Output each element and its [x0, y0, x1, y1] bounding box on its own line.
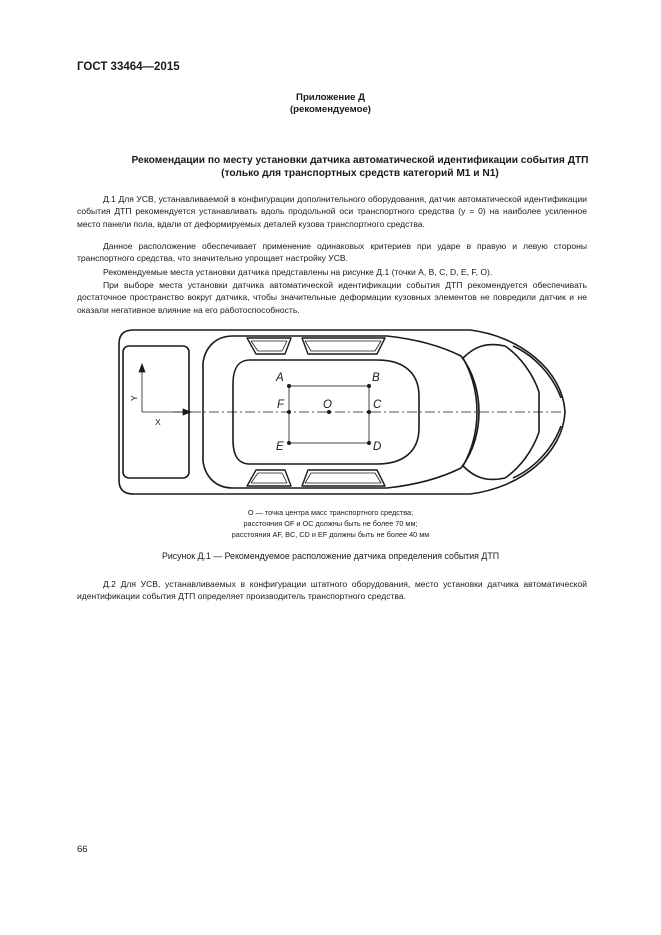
paragraph-2-text: Данное расположение обеспечивает применение одинаковых критериев при ударе в правую и левую стороны транспортного средства, что значительно упрощает настройку УСВ. — [77, 241, 587, 264]
car-top-view-diagram — [115, 326, 567, 502]
y-axis-label: Y — [129, 395, 139, 401]
point-a-marker — [287, 384, 291, 388]
hood-line-bottom — [513, 426, 561, 478]
window-top-front — [302, 338, 385, 354]
figure-caption: Рисунок Д.1 — Рекомендуемое расположение датчика определения события ДТП — [161, 551, 500, 561]
point-d-marker — [367, 441, 371, 445]
document-code: ГОСТ 33464—2015 — [77, 61, 180, 73]
x-axis-arrow — [183, 409, 191, 415]
window-top-front-inner — [305, 341, 381, 351]
window-bottom-front — [302, 470, 385, 486]
point-e-label: E — [276, 441, 284, 453]
paragraph-3-text: Рекомендуемые места установки датчика представлены на рисунке Д.1 (точки A, B, C, D, E, F, O). — [103, 267, 493, 277]
point-b-label: B — [372, 372, 380, 384]
point-d-label: D — [373, 441, 382, 453]
paragraph-3 — [77, 266, 587, 278]
point-b-marker — [367, 384, 371, 388]
section-title-line2: (только для транспортных средств категорий M1 и N1) — [221, 168, 499, 179]
window-top-rear-inner — [251, 341, 287, 351]
y-axis-arrow — [139, 364, 145, 372]
paragraph-2 — [77, 240, 587, 265]
point-f-marker — [287, 410, 291, 414]
paragraph-d1-text: Д.1 Для УСВ, устанавливаемой в конфигурации дополнительного оборудования, датчик автоматической идентификации события ДТП рекомендуется устанавливать вдоль продольной оси транспортного средства (y = 0) на наиболее усиленное место панели пола, вдали от деформируемых деталей кузова транспортного средства. — [77, 194, 587, 229]
window-bottom-rear-inner — [251, 473, 287, 483]
section-title-line1: Рекомендации по месту установки датчика автоматической идентификации события ДТП — [131, 155, 589, 166]
paragraph-4-text: При выборе места установки датчика автоматической идентификации события ДТП рекомендуется обеспечивать достаточное пространство вокруг датчика, чтобы значительные деформации кузовных элементов не повредили датчик и не оказали негативное влияние на его работоспособность. — [77, 280, 587, 315]
point-a-label: A — [276, 372, 284, 384]
point-c-label: C — [373, 399, 382, 411]
point-f-label: F — [277, 399, 285, 411]
figure-note-line2: расстояния OF и OC должны быть не более 70 мм; — [243, 519, 418, 528]
point-c-marker — [367, 410, 371, 414]
window-bottom-front-inner — [305, 473, 381, 483]
point-e-marker — [287, 441, 291, 445]
paragraph-d1 — [77, 193, 587, 230]
paragraph-4 — [77, 279, 587, 316]
paragraph-d2-text: Д.2 Для УСВ, устанавливаемых в конфигурации штатного оборудования, место установки датчика автоматической идентификации события ДТП определяет производитель транспортного средства. — [77, 579, 587, 602]
figure-note-line1: O — точка центра масс транспортного средства; — [247, 508, 414, 517]
page-number: 66 — [77, 844, 88, 855]
hood-line-top — [513, 346, 561, 398]
figure-sensor-placement — [115, 326, 567, 507]
point-o-label: O — [323, 399, 332, 411]
x-axis-label: X — [155, 417, 161, 427]
paragraph-d2 — [77, 578, 587, 603]
sensor-zone-rectangle — [289, 386, 369, 443]
annex-title: Приложение Д — [296, 92, 365, 103]
figure-note-line3: расстояния AF, BC, CD и EF должны быть не более 40 мм — [231, 530, 430, 539]
annex-status: (рекомендуемое) — [289, 104, 371, 115]
